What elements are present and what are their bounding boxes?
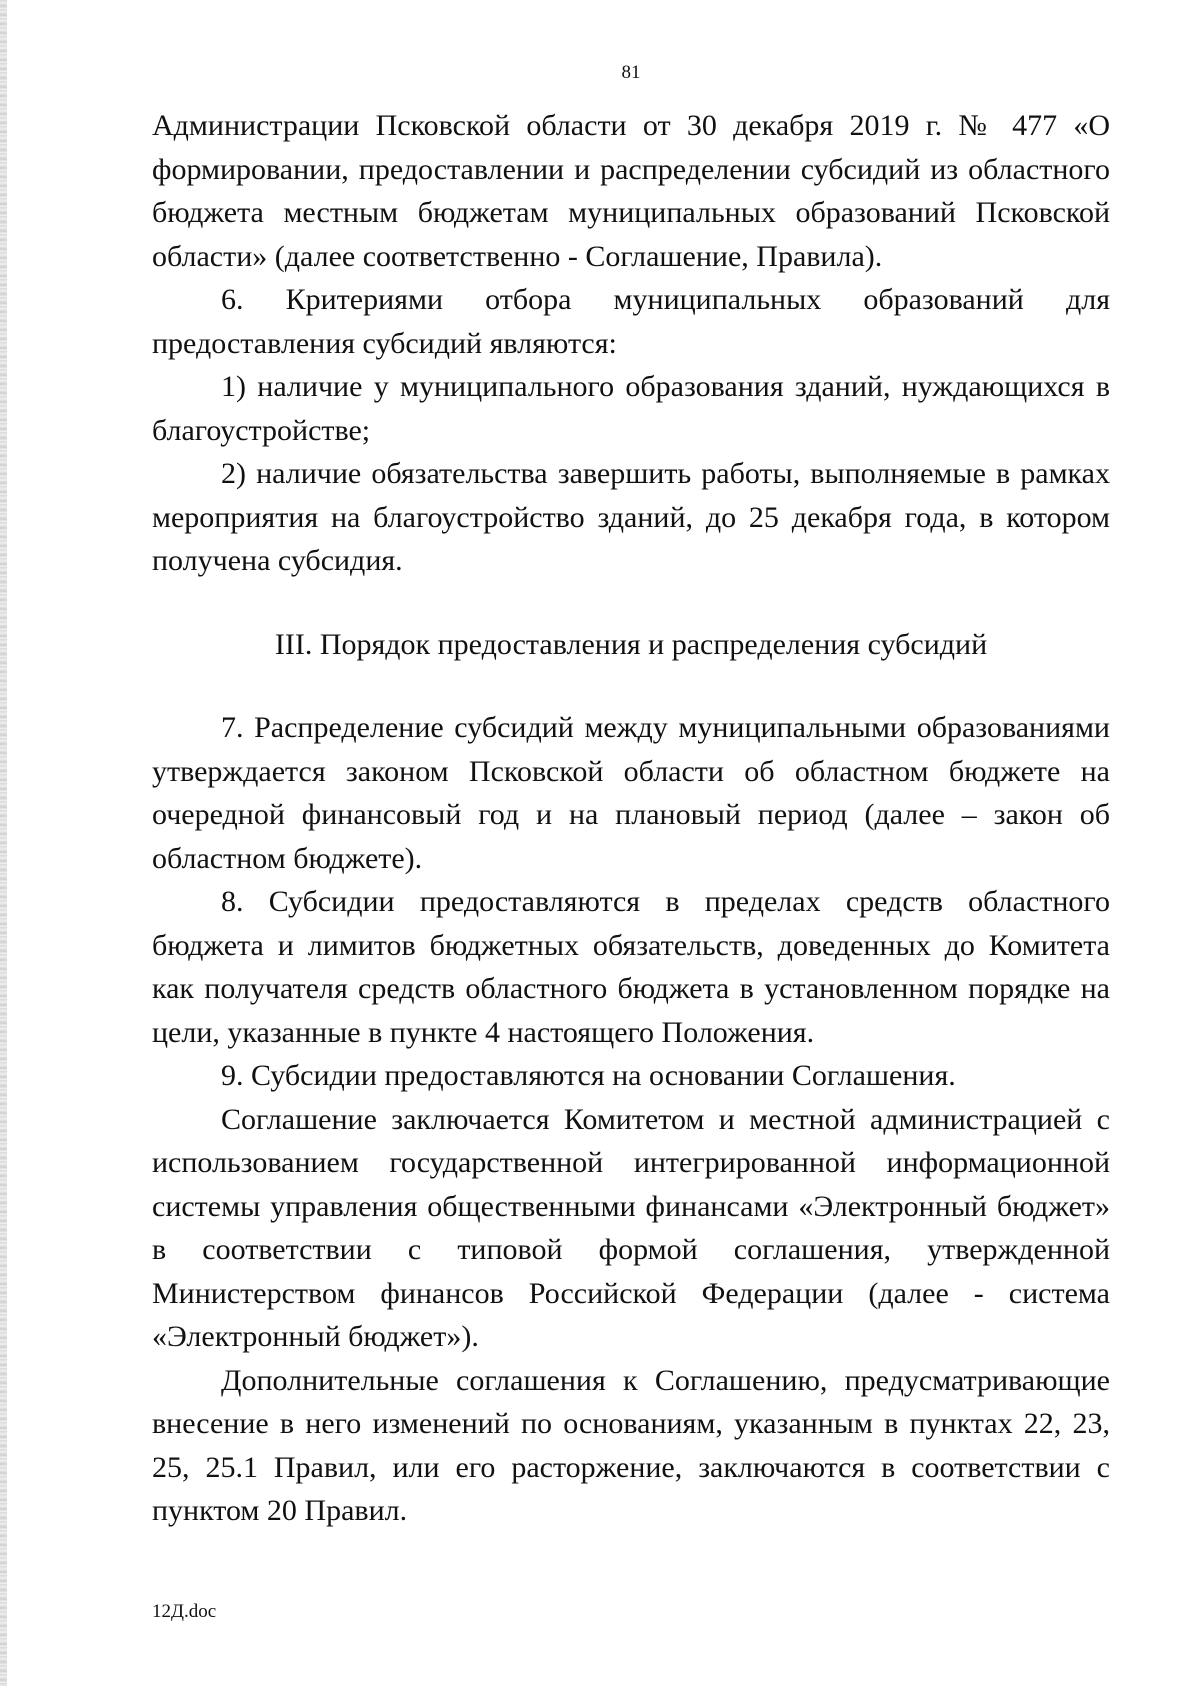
paragraph: 9. Субсидии предоставляются на основании Соглашения. — [221, 1059, 956, 1092]
paragraphs-top — [152, 104, 1110, 583]
paragraph: Соглашение заключается Комитетом и местной администрацией с использованием государственной интегрированной информационной системы управления общественными финансами «Электронный бюджет» в соответствии с типовой формой соглашения, утвержденной Министерством финансов Российской Федерации (далее - система «Электронный бюджет»). — [152, 1102, 1110, 1353]
paragraph: 7. Распределение субсидий между муниципальными образованиями утверждается законом Псковской области об областном бюджете на очередной финансовый год и на плановый период (далее – закон об областном бюджете). — [152, 711, 1110, 875]
paragraph: 8. Субсидии предоставляются в пределах средств областного бюджета и лимитов бюджетных обязательств, доведенных до Комитета как получателя средств областного бюджета в установленном порядке на цели, указанные в пункте 4 настоящего Положения. — [152, 885, 1110, 1049]
page-number: 81 — [621, 62, 641, 83]
paragraph: 6. Критериями отбора муниципальных образований для предоставления субсидий являются: — [152, 283, 1110, 360]
scan-edge — [0, 0, 7, 1686]
section-heading: III. Порядок предоставления и распределения субсидий — [274, 627, 988, 661]
paragraph: 1) наличие у муниципального образования зданий, нуждающихся в благоустройстве; — [152, 370, 1110, 447]
document-body — [152, 104, 1110, 1533]
paragraph: Дополнительные соглашения к Соглашению, предусматривающие внесение в него изменений по основаниям, указанным в пунктах 22, 23, 25, 25.1 Правил, или его расторжение, заключаются в соответствии с пунктом 20 Правил. — [152, 1363, 1110, 1527]
paragraph: 2) наличие обязательства завершить работы, выполняемые в рамках мероприятия на благоустройство зданий, до 25 декабря года, в котором получена субсидия. — [152, 457, 1110, 577]
footer-filename: 12Д.doc — [152, 1601, 217, 1622]
paragraphs-bottom — [152, 706, 1110, 1533]
paragraph: Администрации Псковской области от 30 декабря 2019 г. № 477 «О формировании, предоставлении и распределении субсидий из областного бюджета местным бюджетам муниципальных образований Псковской области» (далее соответственно - Соглашение, Правила). — [152, 109, 1110, 273]
